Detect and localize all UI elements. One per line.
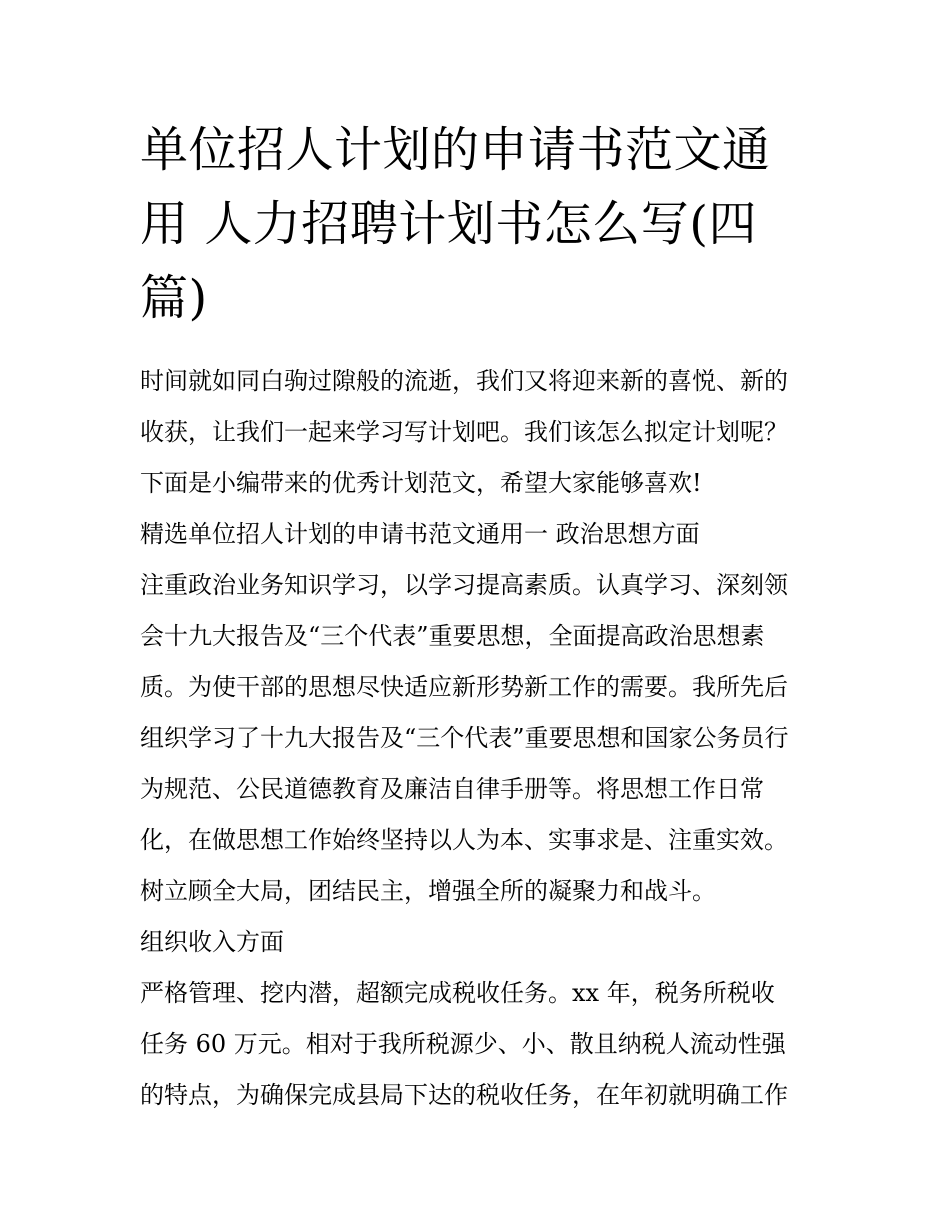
body-line-8: 组织学习了十九大报告及“三个代表”重要思想和国家公务员行 [140, 724, 789, 752]
body-line-14: 任务 60 万元。相对于我所税源少、小、散且纳税人流动性强 [140, 1030, 786, 1058]
body-line-5: 注重政治业务知识学习，以学习提高素质。认真学习、深刻领 [140, 571, 788, 599]
body-line-3: 下面是小编带来的优秀计划范文，希望大家能够喜欢! [140, 469, 702, 497]
document-body [140, 356, 830, 1121]
body-line-1: 时间就如同白驹过隙般的流逝，我们又将迎来新的喜悦、新的 [140, 367, 788, 395]
body-line-15: 的特点，为确保完成县局下达的税收任务，在年初就明确工作 [140, 1081, 788, 1109]
title-line-3: 篇) [140, 270, 208, 326]
body-line-10: 化，在做思想工作始终坚持以人为本、实事求是、注重实效。 [140, 826, 788, 854]
body-line-9: 为规范、公民道德教育及廉洁自律手册等。将思想工作日常 [140, 775, 764, 803]
section-heading-2: 组织收入方面 [140, 928, 284, 956]
body-line-6: 会十九大报告及“三个代表”重要思想，全面提高政治思想素 [140, 622, 765, 650]
title-line-2: 用 人力招聘计划书怎么写(四 [140, 196, 757, 252]
body-line-2: 收获，让我们一起来学习写计划吧。我们该怎么拟定计划呢？ [140, 418, 788, 446]
body-line-11: 树立顾全大局，团结民主，增强全所的凝聚力和战斗。 [140, 877, 716, 905]
title-line-1: 单位招人计划的申请书范文通 [140, 122, 771, 178]
section-heading-1: 精选单位招人计划的申请书范文通用一 政治思想方面 [140, 520, 700, 548]
body-line-13: 严格管理、挖内潜，超额完成税收任务。xx 年，税务所税收 [140, 979, 775, 1007]
body-line-7: 质。为使干部的思想尽快适应新形势新工作的需要。我所先后 [140, 673, 788, 701]
document-title [140, 113, 820, 335]
